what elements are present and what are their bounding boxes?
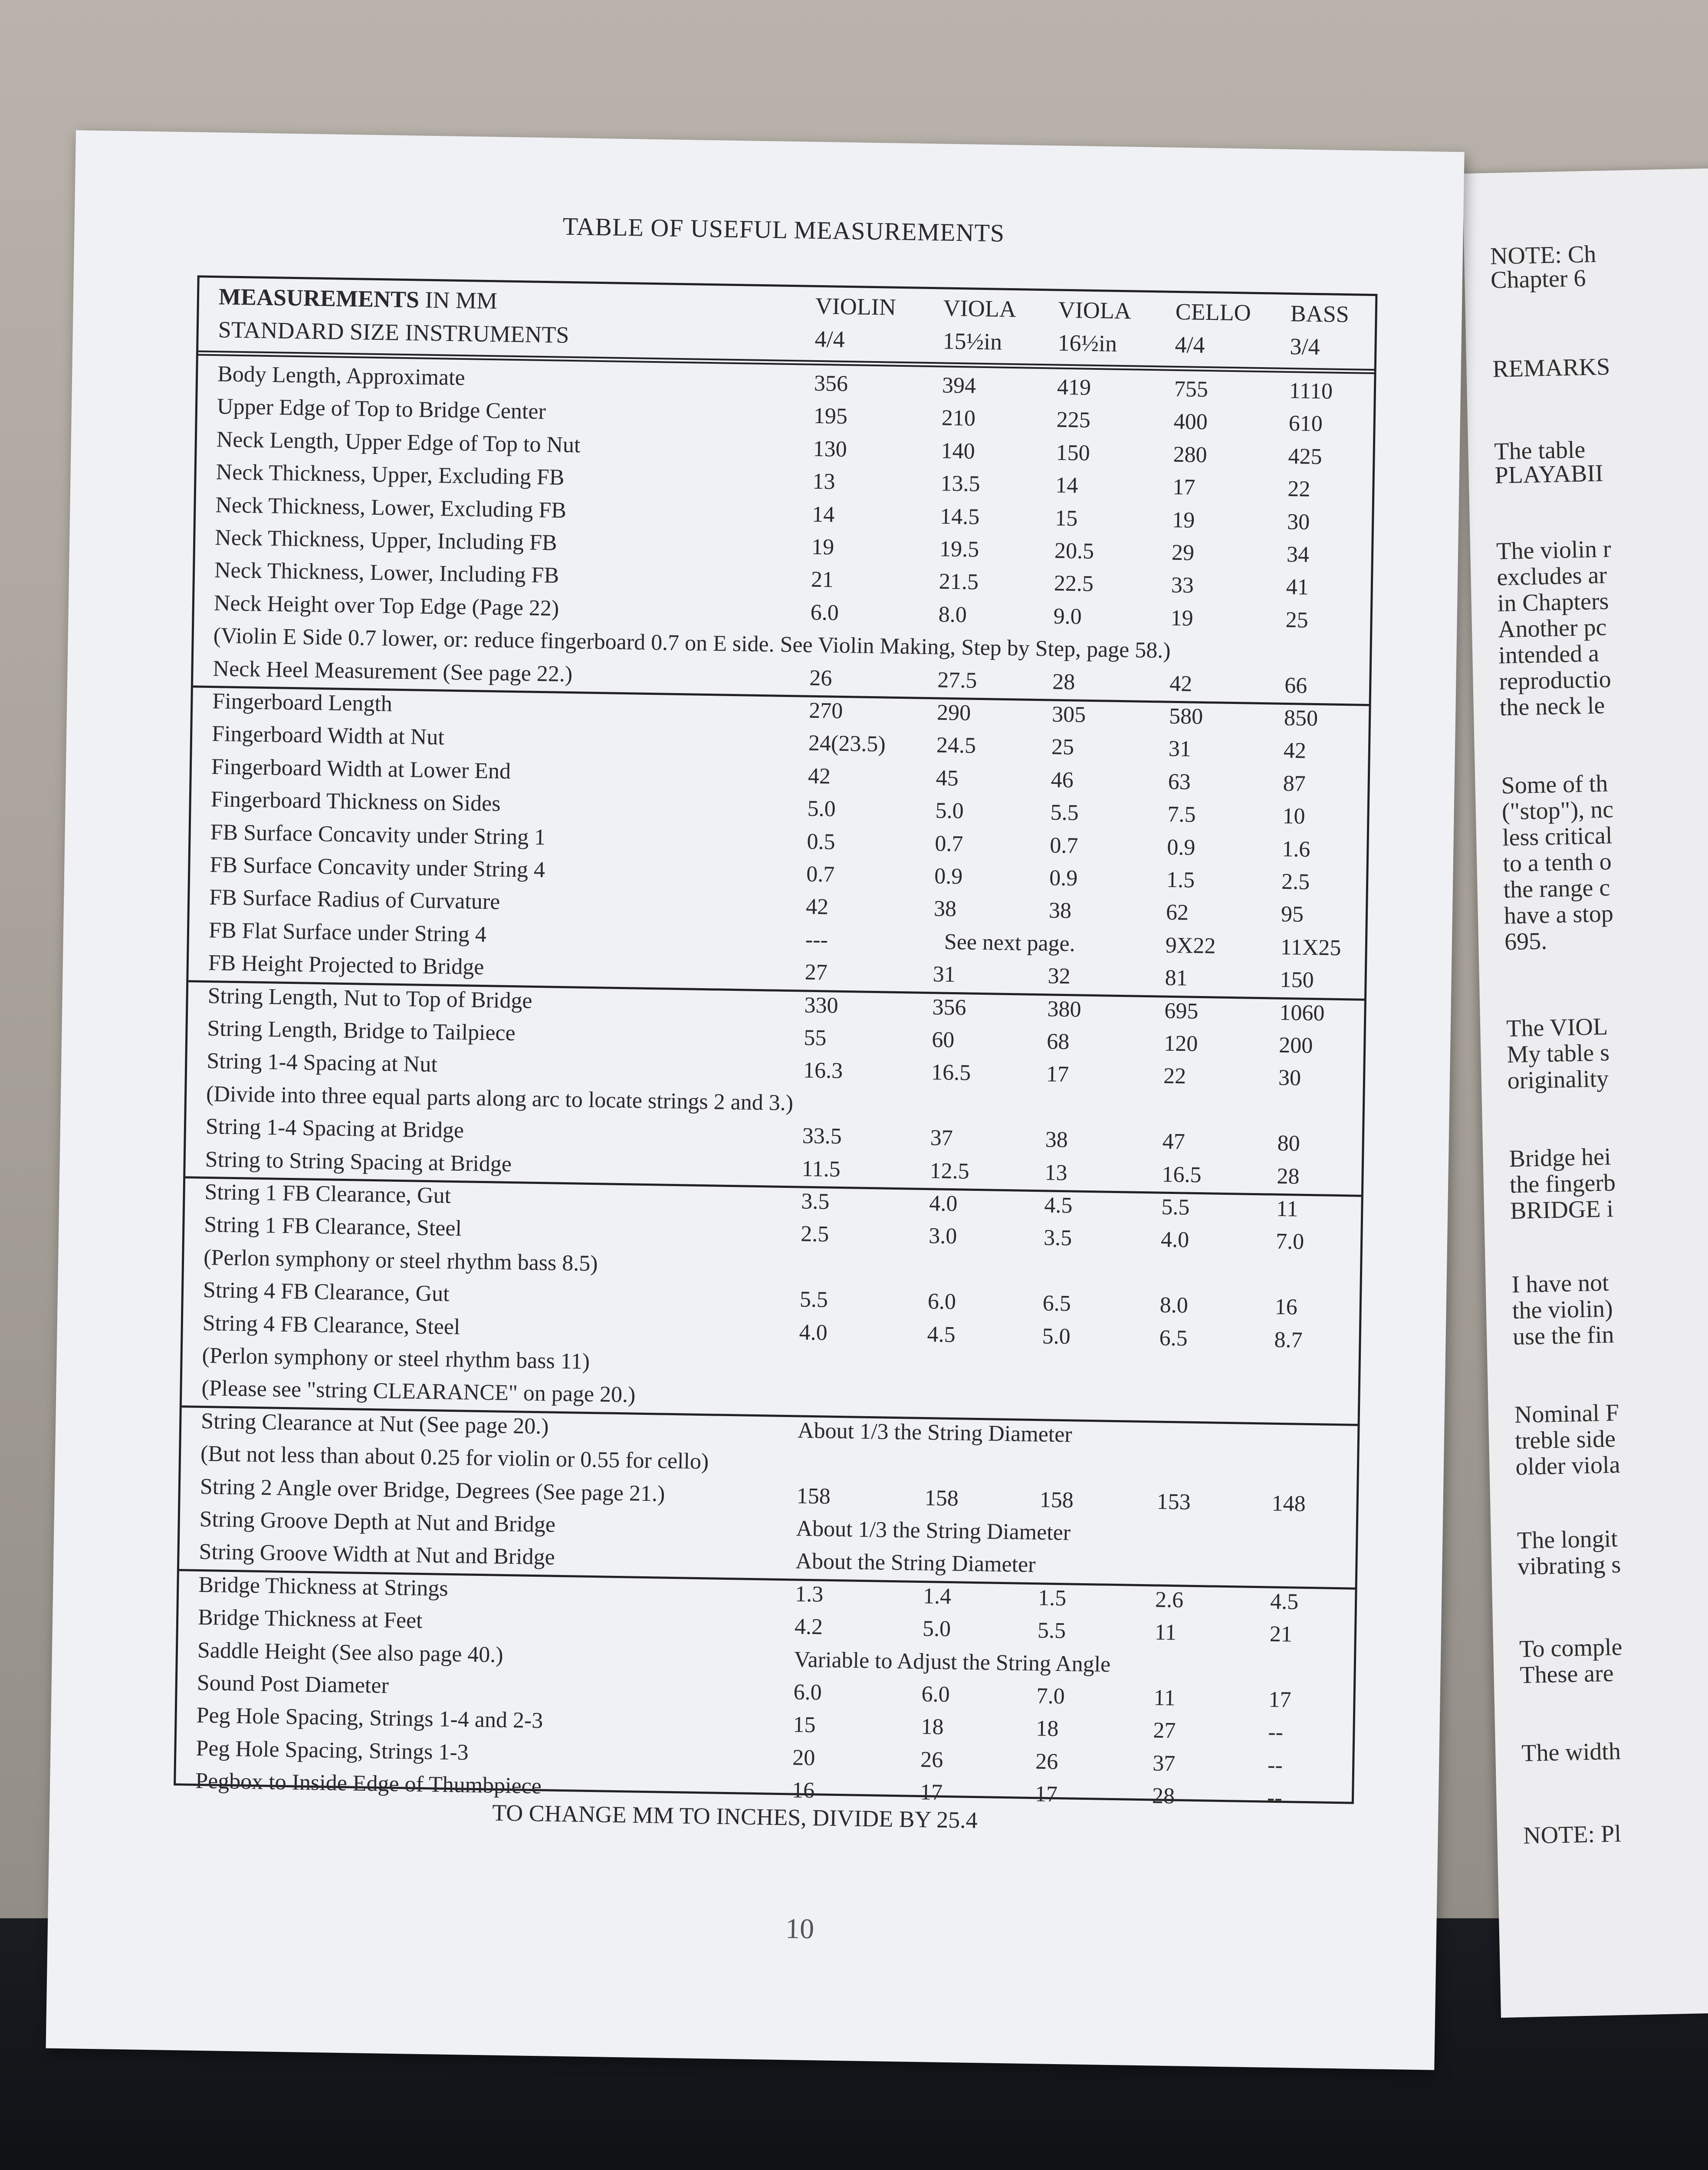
- right-page-line: Another pc: [1498, 614, 1607, 643]
- row-value: 81: [1165, 965, 1188, 991]
- row-value: ---: [805, 927, 828, 953]
- row-value: 21.5: [939, 569, 979, 595]
- row-value: 66: [1284, 673, 1307, 698]
- right-page-line: Bridge hei: [1508, 1143, 1611, 1173]
- row-value: 0.9: [934, 864, 963, 889]
- row-value: 38: [1045, 1127, 1068, 1153]
- right-page-line: use the fin: [1512, 1321, 1615, 1351]
- row-span-value: See next page.: [944, 929, 1076, 957]
- right-page-line: the violin): [1512, 1295, 1613, 1325]
- row-value: 150: [1056, 440, 1090, 466]
- col-name-violin: VIOLIN: [815, 293, 897, 320]
- row-value: 18: [921, 1714, 944, 1740]
- row-label: String Clearance at Nut (See page 20.): [200, 1408, 549, 1439]
- right-page-line: The longit: [1517, 1525, 1618, 1555]
- row-value: 1060: [1279, 1000, 1325, 1026]
- col-size-viola-16: 16½in: [1058, 329, 1117, 357]
- col-name-viola-16: VIOLA: [1058, 296, 1132, 324]
- row-value: 6.0: [921, 1682, 950, 1707]
- right-page-line: treble side: [1514, 1425, 1616, 1455]
- row-label: String 2 Angle over Bridge, Degrees (See page 21.): [200, 1474, 665, 1506]
- right-page-line: less critical: [1502, 822, 1613, 852]
- row-value: 16.5: [931, 1060, 971, 1086]
- row-value: 15: [1054, 506, 1078, 531]
- row-value: 11: [1153, 1685, 1176, 1711]
- row-value: 46: [1051, 767, 1074, 793]
- row-label: Sound Post Diameter: [197, 1670, 389, 1698]
- row-label: Saddle Height (See also page 40.): [197, 1637, 504, 1667]
- row-value: 19: [811, 534, 834, 560]
- row-value: 22: [1287, 477, 1311, 502]
- row-value: 17: [1035, 1782, 1058, 1807]
- row-value: 2.5: [800, 1221, 829, 1247]
- row-value: 120: [1163, 1031, 1198, 1056]
- row-value: --: [1267, 1752, 1283, 1778]
- right-page-line: To comple: [1519, 1634, 1623, 1663]
- row-value: 13: [1045, 1160, 1068, 1185]
- row-value: 33.5: [802, 1123, 842, 1149]
- row-value: 9X22: [1165, 933, 1216, 959]
- row-value: 28: [1152, 1783, 1175, 1809]
- right-page-line: ("stop"), nc: [1501, 796, 1614, 825]
- row-value: 9.0: [1053, 604, 1082, 629]
- header-label-2: STANDARD SIZE INSTRUMENTS: [218, 316, 569, 348]
- row-label: Neck Thickness, Upper, Including FB: [214, 525, 558, 556]
- row-value: 158: [796, 1483, 831, 1509]
- col-name-viola-15: VIOLA: [943, 295, 1017, 322]
- row-label: String to String Spacing at Bridge: [205, 1147, 512, 1177]
- right-page-line: The width: [1521, 1738, 1621, 1767]
- header-label-rest: IN MM: [419, 286, 498, 314]
- col-name-bass: BASS: [1290, 300, 1350, 328]
- row-value: 153: [1156, 1489, 1191, 1515]
- right-page-line: the range c: [1503, 874, 1610, 904]
- row-value: 1.5: [1166, 867, 1195, 893]
- row-value: 19.5: [939, 536, 979, 562]
- row-value: 5.5: [799, 1287, 828, 1312]
- row-value: 850: [1284, 705, 1318, 731]
- row-label: String 4 FB Clearance, Gut: [203, 1278, 450, 1307]
- right-page-line: have a stop: [1504, 900, 1614, 930]
- row-value: 4.0: [1160, 1227, 1189, 1253]
- row-value: 1.4: [923, 1583, 952, 1609]
- right-page-line: to a tenth o: [1502, 848, 1612, 878]
- right-page: [1462, 168, 1708, 2018]
- row-value: 1110: [1289, 378, 1333, 404]
- row-label: FB Surface Radius of Curvature: [209, 885, 500, 914]
- row-value: 0.7: [806, 861, 835, 887]
- right-page-line: Some of th: [1501, 770, 1608, 799]
- row-value: 11.5: [801, 1156, 841, 1182]
- row-value: 30: [1287, 509, 1310, 535]
- row-value: 3.5: [801, 1189, 830, 1214]
- row-value: 11: [1276, 1196, 1298, 1222]
- row-label: Fingerboard Width at Lower End: [211, 754, 511, 784]
- row-value: 42: [808, 763, 831, 789]
- row-value: 22: [1163, 1064, 1186, 1089]
- row-value: --: [1267, 1785, 1283, 1811]
- row-value: 42: [1283, 738, 1307, 764]
- row-label: String 1-4 Spacing at Nut: [206, 1049, 438, 1077]
- row-value: 37: [930, 1125, 953, 1151]
- row-label: Neck Thickness, Lower, Including FB: [214, 558, 559, 588]
- row-note: (Divide into three equal parts along arc to locate strings 2 and 3.): [206, 1081, 794, 1116]
- row-value: 1.3: [795, 1581, 824, 1607]
- row-value: 19: [1172, 507, 1195, 533]
- row-value: 4.5: [1270, 1589, 1299, 1614]
- row-span-value: About 1/3 the String Diameter: [796, 1516, 1071, 1545]
- row-value: 5.5: [1050, 800, 1079, 825]
- row-span-value: About 1/3 the String Diameter: [797, 1418, 1073, 1447]
- right-page-line: PLAYABII: [1494, 460, 1604, 489]
- row-value: 28: [1052, 669, 1075, 694]
- row-value: 25: [1285, 607, 1309, 633]
- row-value: 0.9: [1049, 865, 1078, 891]
- row-value: 2.6: [1155, 1587, 1184, 1613]
- row-label: FB Height Projected to Bridge: [208, 950, 484, 980]
- header-label-bold: MEASUREMENTS: [218, 283, 420, 313]
- row-value: 610: [1288, 411, 1323, 437]
- row-value: 17: [920, 1780, 943, 1805]
- row-value: 5.0: [922, 1616, 951, 1642]
- row-note: (Please see "string CLEARANCE" on page 20.): [201, 1376, 636, 1407]
- row-value: 12.5: [930, 1158, 970, 1184]
- row-value: 42: [1169, 671, 1192, 697]
- row-value: 27.5: [937, 667, 977, 693]
- row-value: 400: [1173, 409, 1208, 435]
- row-value: 5.0: [935, 798, 964, 824]
- right-page-line: vibrating s: [1517, 1551, 1621, 1581]
- row-value: 26: [920, 1747, 943, 1772]
- row-value: 27: [1153, 1718, 1176, 1743]
- row-label: String Length, Nut to Top of Bridge: [207, 983, 532, 1013]
- right-page-line: the fingerb: [1509, 1169, 1616, 1199]
- row-value: 16.3: [803, 1058, 843, 1084]
- footer-note: TO CHANGE MM TO INCHES, DIVIDE BY 25.4: [492, 1799, 978, 1834]
- row-value: 19: [1170, 605, 1194, 631]
- row-label: String 1-4 Spacing at Bridge: [205, 1114, 464, 1143]
- row-value: 17: [1268, 1687, 1291, 1713]
- right-page-line: reproductio: [1498, 666, 1612, 695]
- row-label: Fingerboard Thickness on Sides: [210, 787, 501, 816]
- row-value: 3.5: [1043, 1225, 1072, 1251]
- row-label: Bridge Thickness at Feet: [197, 1605, 423, 1634]
- col-size-violin: 4/4: [815, 326, 845, 352]
- row-note: (But not less than about 0.25 for violin or 0.55 for cello): [200, 1441, 709, 1474]
- row-value: 0.7: [934, 831, 963, 856]
- row-label: Neck Length, Upper Edge of Top to Nut: [216, 427, 581, 458]
- row-value: 8.0: [938, 602, 967, 628]
- row-value: 22.5: [1054, 571, 1094, 597]
- row-value: 210: [941, 405, 976, 431]
- right-page-line: originality: [1507, 1065, 1609, 1095]
- right-page-line: NOTE: Pl: [1523, 1820, 1622, 1849]
- row-value: 42: [805, 894, 829, 920]
- row-value: 6.5: [1042, 1291, 1071, 1316]
- row-value: 14.5: [939, 503, 980, 529]
- book-page: [46, 130, 1465, 2070]
- row-value: 32: [1048, 963, 1071, 989]
- row-value: 356: [814, 371, 848, 397]
- row-value: 20.5: [1054, 538, 1094, 564]
- right-page-line: BRIDGE i: [1510, 1195, 1614, 1225]
- row-value: 4.0: [929, 1191, 958, 1217]
- row-value: 37: [1152, 1751, 1176, 1776]
- row-label: Fingerboard Width at Nut: [211, 721, 445, 750]
- row-value: 38: [933, 896, 957, 922]
- row-span-value: About the String Diameter: [795, 1549, 1036, 1578]
- row-value: 6.0: [927, 1289, 956, 1315]
- row-value: 26: [1035, 1749, 1058, 1774]
- row-label: String Groove Width at Nut and Bridge: [199, 1539, 555, 1570]
- row-value: 5.5: [1161, 1194, 1190, 1220]
- right-page-line: in Chapters: [1497, 588, 1609, 617]
- row-value: 755: [1174, 376, 1209, 402]
- measurements-table: [174, 275, 1377, 1811]
- row-value: 41: [1286, 575, 1309, 600]
- row-value: 3.0: [928, 1223, 957, 1249]
- row-value: 140: [941, 438, 976, 464]
- row-value: 13.5: [940, 471, 980, 497]
- row-value: 63: [1168, 769, 1191, 795]
- right-page-line: older viola: [1515, 1451, 1621, 1481]
- row-value: 62: [1166, 900, 1189, 925]
- row-value: 1.5: [1038, 1585, 1067, 1611]
- row-value: 380: [1047, 996, 1081, 1022]
- row-value: 425: [1288, 444, 1322, 469]
- row-value: 21: [811, 567, 834, 592]
- right-page-line: The table: [1494, 436, 1586, 465]
- row-value: 4.5: [927, 1322, 956, 1347]
- row-value: 17: [1046, 1062, 1069, 1087]
- row-value: 5.0: [807, 796, 836, 822]
- row-value: 31: [933, 962, 956, 987]
- col-size-cello: 4/4: [1175, 331, 1205, 358]
- row-value: 5.5: [1037, 1618, 1066, 1644]
- right-page-line: NOTE: Ch: [1490, 240, 1596, 270]
- row-value: 330: [804, 993, 838, 1018]
- row-value: 24(23.5): [808, 731, 886, 757]
- row-value: 4.5: [1044, 1193, 1073, 1218]
- row-label: String 1 FB Clearance, Gut: [204, 1179, 451, 1208]
- row-value: 1.6: [1281, 836, 1311, 862]
- row-value: 24.5: [936, 733, 976, 759]
- row-value: 38: [1048, 898, 1072, 924]
- row-label: Body Length, Approximate: [217, 362, 466, 391]
- row-label: String 1 FB Clearance, Steel: [204, 1212, 462, 1241]
- row-label: Fingerboard Length: [212, 689, 393, 717]
- row-value: 6.0: [793, 1680, 822, 1705]
- row-value: 28: [1277, 1164, 1300, 1189]
- row-label: String Groove Depth at Nut and Bridge: [199, 1506, 556, 1537]
- row-value: 13: [812, 469, 835, 494]
- row-value: 6.5: [1159, 1325, 1188, 1351]
- right-page-line: I have not: [1511, 1269, 1609, 1299]
- row-value: 0.5: [807, 829, 835, 855]
- row-value: 45: [936, 766, 959, 791]
- row-value: 29: [1171, 540, 1195, 566]
- row-value: 20: [792, 1745, 815, 1771]
- row-value: 8.0: [1159, 1292, 1189, 1318]
- row-value: 14: [811, 502, 835, 527]
- row-value: 18: [1035, 1716, 1059, 1742]
- right-page-line: These are: [1519, 1660, 1614, 1689]
- row-value: 2.5: [1281, 869, 1310, 894]
- col-size-viola-15: 15½in: [943, 328, 1002, 355]
- right-page-line: The VIOL: [1506, 1013, 1608, 1042]
- row-note: (Perlon symphony or steel rhythm bass 8.5): [203, 1245, 598, 1276]
- row-label: Bridge Thickness at Strings: [198, 1572, 449, 1601]
- row-value: 30: [1278, 1065, 1301, 1091]
- row-label: Upper Edge of Top to Bridge Center: [217, 394, 546, 424]
- row-value: 225: [1056, 407, 1091, 433]
- right-page-line: the neck le: [1499, 692, 1605, 721]
- row-value: 158: [924, 1485, 959, 1511]
- row-value: 11: [1154, 1620, 1177, 1645]
- right-page-line: My table s: [1506, 1039, 1610, 1069]
- row-value: 6.0: [810, 600, 839, 625]
- row-value: 158: [1039, 1487, 1074, 1513]
- row-label: Neck Thickness, Lower, Excluding FB: [215, 492, 567, 523]
- row-value: 0.7: [1049, 833, 1078, 858]
- row-note: (Perlon symphony or steel rhythm bass 11): [202, 1343, 590, 1374]
- row-value: 21: [1269, 1621, 1293, 1647]
- right-page-line: Nominal F: [1514, 1399, 1619, 1429]
- row-value: 290: [936, 700, 971, 726]
- right-page-line: 695.: [1504, 927, 1547, 956]
- row-value: 95: [1281, 902, 1304, 927]
- row-value: 60: [931, 1027, 955, 1053]
- row-value: 87: [1283, 771, 1306, 796]
- row-value: 356: [932, 994, 966, 1020]
- row-value: 195: [813, 404, 848, 429]
- row-value: 394: [942, 373, 976, 398]
- page-title: TABLE OF USEFUL MEASUREMENTS: [562, 212, 1005, 247]
- row-value: 5.0: [1042, 1323, 1071, 1349]
- row-value: 34: [1286, 542, 1310, 567]
- col-name-cello: CELLO: [1175, 298, 1251, 326]
- row-value: 148: [1271, 1491, 1306, 1516]
- row-value: 27: [805, 960, 828, 985]
- row-value: --: [1268, 1720, 1284, 1745]
- row-value: 280: [1173, 442, 1208, 467]
- row-label: Pegbox to Inside Edge of Thumbpiece: [195, 1768, 542, 1799]
- row-value: 16: [1274, 1294, 1298, 1320]
- row-value: 7.0: [1036, 1683, 1065, 1709]
- page-number: 10: [785, 1913, 815, 1945]
- row-label: FB Surface Concavity under String 4: [210, 852, 545, 883]
- row-label: Peg Hole Spacing, Strings 1-4 and 2-3: [196, 1703, 543, 1733]
- row-value: 419: [1057, 375, 1091, 400]
- row-value: 33: [1171, 573, 1194, 598]
- row-value: 17: [1172, 474, 1196, 500]
- row-value: 80: [1277, 1131, 1301, 1156]
- row-label: FB Surface Concavity under String 1: [210, 819, 546, 850]
- row-value: 16: [792, 1778, 815, 1803]
- row-value: 10: [1282, 804, 1305, 829]
- row-value: 305: [1051, 702, 1086, 727]
- row-value: 4.0: [799, 1320, 828, 1345]
- row-value: 26: [809, 665, 832, 691]
- row-value: 4.2: [794, 1614, 823, 1640]
- row-label: FB Flat Surface under String 4: [208, 917, 487, 947]
- row-value: 130: [813, 436, 847, 462]
- row-label: Peg Hole Spacing, Strings 1-3: [196, 1736, 469, 1765]
- row-value: 8.7: [1274, 1327, 1303, 1353]
- row-label: String 4 FB Clearance, Steel: [202, 1310, 460, 1339]
- right-page-line: Chapter 6: [1490, 265, 1586, 294]
- row-value: 7.0: [1275, 1229, 1304, 1255]
- row-label: String Length, Bridge to Tailpiece: [207, 1016, 516, 1046]
- row-label: Neck Thickness, Upper, Excluding FB: [216, 460, 565, 490]
- row-value: 25: [1051, 734, 1074, 760]
- row-value: 14: [1055, 473, 1078, 498]
- row-value: 31: [1168, 736, 1192, 762]
- row-value: 15: [793, 1712, 816, 1738]
- row-value: 11X25: [1280, 934, 1341, 960]
- row-span-value: Variable to Adjust the String Angle: [794, 1647, 1111, 1677]
- row-value: 150: [1280, 967, 1314, 993]
- right-page-line: intended a: [1498, 640, 1600, 669]
- row-value: 47: [1162, 1129, 1186, 1154]
- row-value: 695: [1164, 998, 1199, 1024]
- row-value: 68: [1046, 1029, 1070, 1055]
- row-note: (Violin E Side 0.7 lower, or: reduce fingerboard 0.7 on E side. See Violin Making, Step by Step, page 58.): [213, 623, 1171, 663]
- row-value: 0.9: [1166, 835, 1196, 860]
- row-value: 580: [1169, 704, 1203, 729]
- right-page-line: The violin r: [1496, 536, 1612, 565]
- right-page-line: excludes ar: [1496, 562, 1607, 591]
- col-size-bass: 3/4: [1290, 333, 1320, 360]
- row-value: 55: [803, 1025, 827, 1051]
- row-label: Neck Heel Measurement (See page 22.): [213, 656, 573, 687]
- row-value: 200: [1278, 1032, 1313, 1059]
- row-value: 7.5: [1167, 802, 1196, 827]
- right-page-line: REMARKS: [1492, 353, 1610, 383]
- row-value: 16.5: [1162, 1162, 1202, 1187]
- row-value: 270: [808, 698, 843, 723]
- row-label: Neck Height over Top Edge (Page 22): [214, 590, 559, 621]
